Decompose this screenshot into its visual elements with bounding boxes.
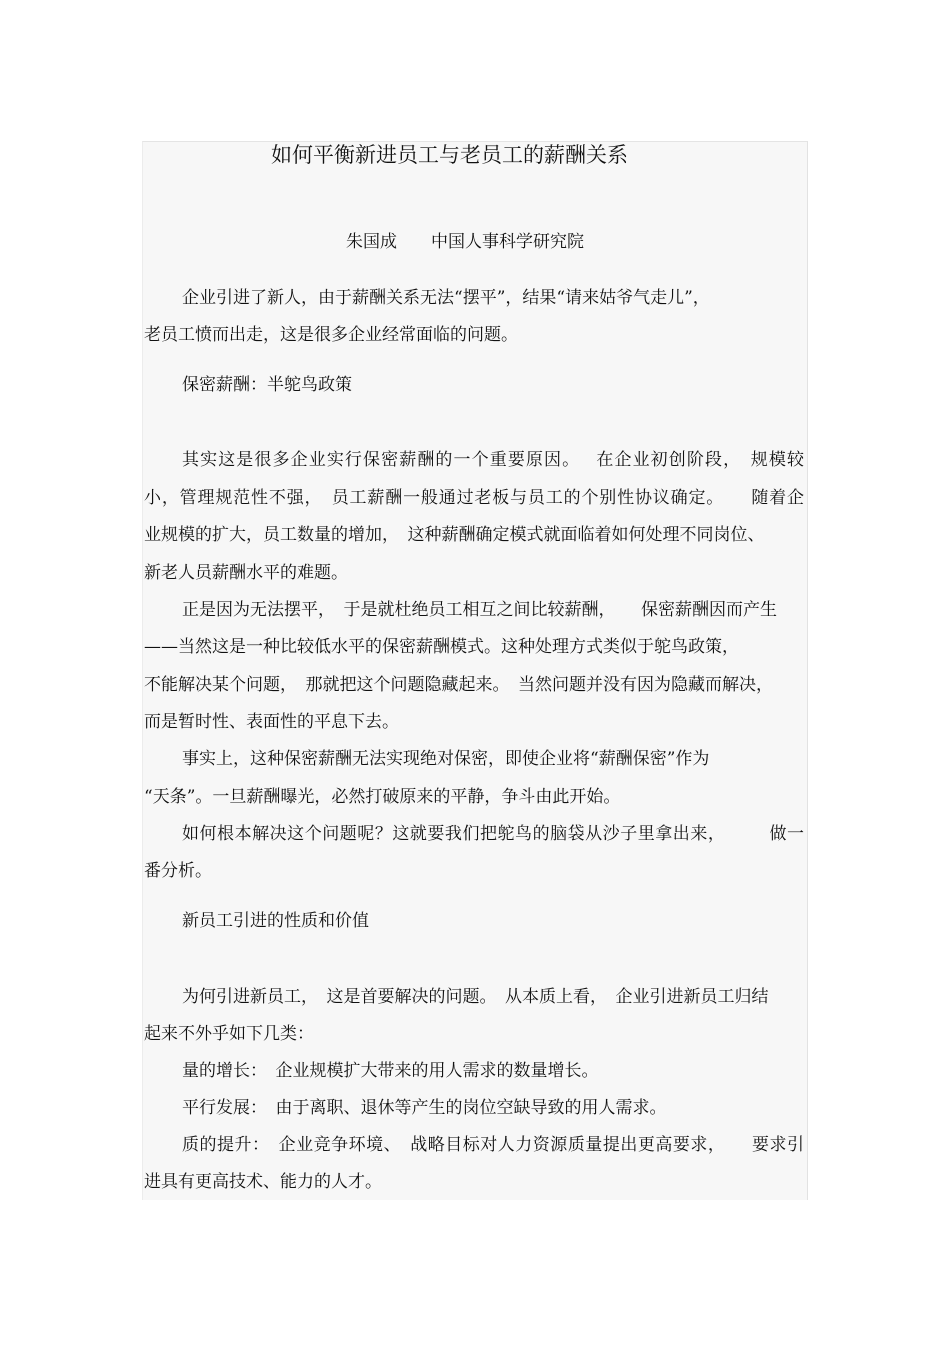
paragraph-4-line-1: 如何根本解决这个问题呢？这就要我们把鸵鸟的脑袋从沙子里拿出来， 做一 xyxy=(182,824,804,844)
section-heading-2: 新员工引进的性质和价值 xyxy=(182,911,369,931)
list-item-quantity: 量的增长： 企业规模扩大带来的用人需求的数量增长。 xyxy=(182,1061,599,1081)
paragraph-2-line-2: ——当然这是一种比较低水平的保密薪酬模式。这种处理方式类似于鸵鸟政策， xyxy=(144,637,739,657)
paragraph-3-line-2: “天条”。一旦薪酬曝光，必然打破原来的平静，争斗由此开始。 xyxy=(144,787,621,807)
paragraph-1-line-3: 业规模的扩大，员工数量的增加， 这种薪酬确定模式就面临着如何处理不同岗位、 xyxy=(144,525,765,545)
paragraph-1-line-2: 小，管理规范性不强， 员工薪酬一般通过老板与员工的个别性协议确定。 随着企 xyxy=(144,488,804,508)
paragraph-4-line-2: 番分析。 xyxy=(144,861,212,881)
document-title: 如何平衡新进员工与老员工的薪酬关系 xyxy=(271,143,628,167)
byline: 朱国成 中国人事科学研究院 xyxy=(346,232,584,252)
paragraph-1-line-1: 其实这是很多企业实行保密薪酬的一个重要原因。 在企业初创阶段， 规模较 xyxy=(182,450,804,470)
paragraph-3-line-1: 事实上，这种保密薪酬无法实现绝对保密，即使企业将“薪酬保密”作为 xyxy=(182,749,710,769)
section-heading-1: 保密薪酬：半鸵鸟政策 xyxy=(182,375,352,395)
paragraph-2-line-4: 而是暂时性、表面性的平息下去。 xyxy=(144,712,399,732)
list-item-quality-line-1: 质的提升： 企业竞争环境、 战略目标对人力资源质量提出更高要求， 要求引 xyxy=(182,1135,804,1155)
intro-line-1: 企业引进了新人，由于薪酬关系无法“摆平”，结果“请来姑爷气走儿”， xyxy=(182,288,710,308)
paragraph-2-line-3: 不能解决某个问题， 那就把这个问题隐藏起来。 当然问题并没有因为隐藏而解决， xyxy=(144,675,773,695)
paragraph-5-line-2: 起来不外乎如下几类： xyxy=(144,1024,314,1044)
paragraph-1-line-4: 新老人员薪酬水平的难题。 xyxy=(144,563,348,583)
paragraph-5-line-1: 为何引进新员工， 这是首要解决的问题。 从本质上看， 企业引进新员工归结 xyxy=(182,987,769,1007)
intro-line-2: 老员工愤而出走，这是很多企业经常面临的问题。 xyxy=(144,325,518,345)
list-item-parallel: 平行发展： 由于离职、退休等产生的岗位空缺导致的用人需求。 xyxy=(182,1098,667,1118)
paragraph-2-line-1: 正是因为无法摆平， 于是就杜绝员工相互之间比较薪酬， 保密薪酬因而产生 xyxy=(182,600,777,620)
list-item-quality-line-2: 进具有更高技术、能力的人才。 xyxy=(144,1172,382,1192)
